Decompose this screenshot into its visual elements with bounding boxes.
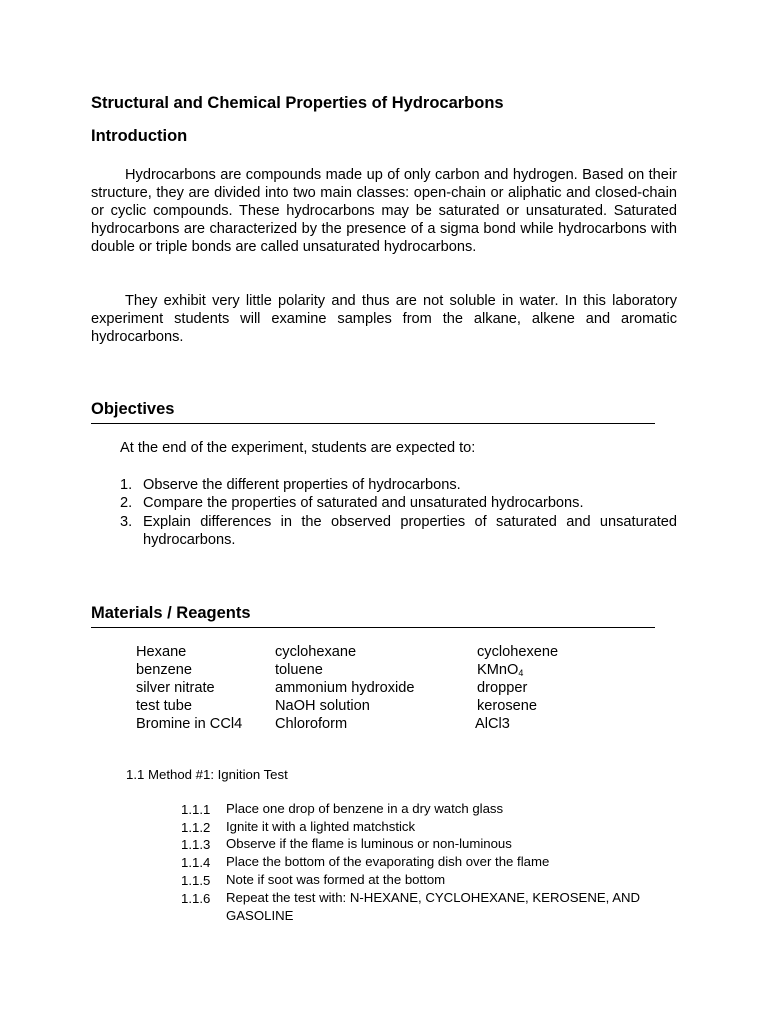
material-cell: cyclohexene — [477, 644, 559, 660]
objectives-divider — [91, 423, 655, 424]
objective-number: 1. — [120, 477, 133, 493]
step-text: Ignite it with a lighted matchstick — [226, 819, 416, 834]
step-number: 1.1.4 — [181, 855, 211, 870]
step-text: Place one drop of benzene in a dry watch glass — [226, 801, 504, 816]
step-text: Place the bottom of the evaporating dish over the flame — [226, 854, 550, 869]
objective-item: Compare the properties of saturated and unsaturated hydrocarbons. — [143, 495, 584, 511]
objectives-heading: Objectives — [91, 400, 175, 418]
materials-divider — [91, 627, 655, 628]
material-cell: Bromine in CCl4 — [136, 716, 243, 732]
objective-item: Observe the different properties of hydrocarbons. — [143, 477, 461, 493]
step-number: 1.1.3 — [181, 837, 211, 852]
material-cell: test tube — [136, 698, 192, 714]
materials-heading: Materials / Reagents — [91, 604, 251, 622]
method-heading: 1.1 Method #1: Ignition Test — [126, 767, 288, 782]
step-number: 1.1.2 — [181, 820, 211, 835]
material-cell: dropper — [477, 680, 528, 696]
material-cell: toluene — [275, 662, 323, 678]
objective-number: 2. — [120, 495, 133, 511]
subscript: 4 — [518, 668, 524, 678]
material-cell: ammonium hydroxide — [275, 680, 415, 696]
introduction-paragraph-2: They exhibit very little polarity and thus are not soluble in water. In this laboratory experiment students will examine samples from the alkane, alkene and aromatic hydrocarbons. — [91, 293, 677, 345]
introduction-heading: Introduction — [91, 127, 188, 145]
step-number: 1.1.6 — [181, 891, 211, 906]
introduction-paragraph-1: Hydrocarbons are compounds made up of only carbon and hydrogen. Based on their structure, they are divided into two main classes: open-chain or aliphatic and closed-chain or cyclic compounds. These hydrocarbons may be saturated or unsaturated. Saturated hydrocarbons are characterized by the presence of a sigma bond while hydrocarbons with double or triple bonds are called unsaturated hydrocarbons. — [91, 167, 677, 255]
material-cell: NaOH solution — [275, 698, 370, 714]
step-number: 1.1.5 — [181, 873, 211, 888]
material-cell: kerosene — [477, 698, 538, 714]
material-cell: benzene — [136, 662, 192, 678]
document-title: Structural and Chemical Properties of Hydrocarbons — [91, 94, 504, 112]
objective-number: 3. — [120, 514, 133, 530]
step-text: Repeat the test with: N-HEXANE, CYCLOHEXANE, KEROSENE, AND GASOLINE — [226, 890, 641, 923]
step-text: Note if soot was formed at the bottom — [226, 872, 446, 887]
material-cell: Chloroform — [275, 716, 348, 732]
objectives-lead: At the end of the experiment, students are expected to: — [120, 440, 476, 456]
step-text: Observe if the flame is luminous or non-luminous — [226, 836, 512, 851]
material-cell: AlCl3 — [475, 716, 510, 732]
material-cell: silver nitrate — [136, 680, 215, 696]
material-text: KMnO — [477, 662, 519, 678]
step-number: 1.1.1 — [181, 802, 211, 817]
material-cell: cyclohexane — [275, 644, 357, 660]
material-cell: Hexane — [136, 644, 187, 660]
objective-item: Explain differences in the observed properties of saturated and unsaturated hydrocarbons. — [143, 514, 677, 548]
